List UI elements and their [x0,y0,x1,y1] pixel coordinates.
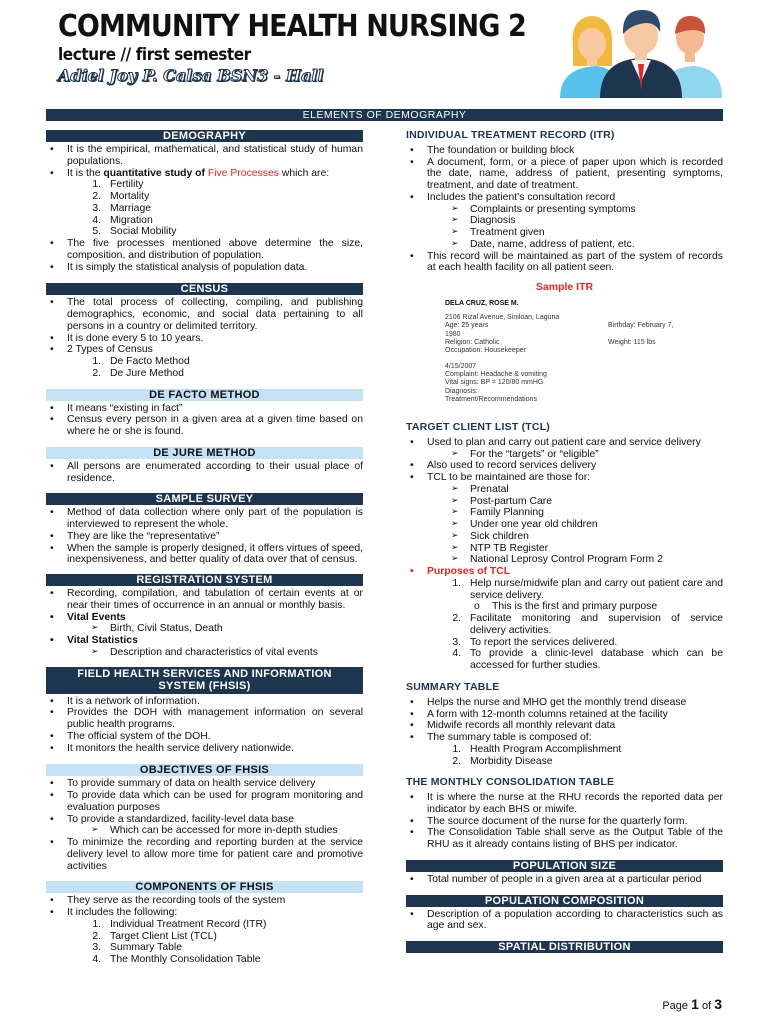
sample-itr-heading: Sample ITR [535,281,594,294]
tcl-heading: TARGET CLIENT LIST (TCL) [406,421,551,434]
sample-survey-heading: SAMPLE SURVEY [46,493,363,505]
demography-heading: DEMOGRAPHY [46,130,363,142]
population-composition-list [406,909,723,933]
list-item: ➢ Which can be accessed for more in-depth studies [89,825,363,837]
itr-heading: INDIVIDUAL TREATMENT RECORD (ITR) [406,129,615,141]
objectives-sub [46,825,363,837]
objectives-list-2 [46,837,363,872]
list-item: ➢ Family Planning [449,507,723,519]
list-item: 2. De Jure Method [92,367,184,379]
list-item: • Total number of people in a given area at a particular period [406,874,723,886]
right-column [406,130,723,955]
item-text: Migration [110,214,153,226]
list-item: • When the sample is properly designed, it offers virtues of speed, inexpensiveness, and better quality of data over that of census. [46,543,363,567]
patient-religion: Religion: Catholic [445,338,500,346]
registration-heading: REGISTRATION SYSTEM [46,574,363,586]
list-item: 2. Morbidity Disease [452,755,553,767]
item-text: Facilitate monitoring and supervision of service delivery activities. [470,613,723,636]
tcl-list-3 [406,566,723,578]
itr-sub-list [406,204,723,251]
item-text: Individual Treatment Record (ITR) [110,918,267,930]
item-text: Target Client List (TCL) [110,930,217,942]
list-item: • Vital Statistics [46,635,363,647]
list-item: 4. To provide a clinic-level database which can be accessed for further studies. [452,648,723,672]
list-item: • Used to plan and carry out patient care and service delivery [406,437,723,449]
census-types-list [46,356,363,380]
list-item: • The Consolidation Table shall serve as the Output Table of the RHU as it already contains listing of BHS per indicator. [406,827,723,851]
list-item: • To provide a standardized, facility-level data base [46,814,363,826]
list-item: • The summary table is composed of: [406,732,723,744]
monthly-list [406,792,723,851]
de-facto-list [46,403,363,438]
item-text: The Monthly Consolidation Table [110,954,261,965]
components-heading: COMPONENTS OF FHSIS [46,881,363,893]
list-item: ➢ Complaints or presenting symptoms [449,204,723,216]
item-text: Morbidity Disease [470,755,553,767]
list-item: • Census every person in a given area at a given time based on where he or she is found. [46,414,363,438]
list-item: 1. Health Program Accomplishment [452,743,622,755]
registration-list-2 [46,635,363,647]
itr-row [445,322,723,330]
tcl-list-2 [406,460,723,484]
list-item: • It includes the following: [46,907,363,919]
list-item: • 2 Types of Census [46,344,363,356]
total-pages: 3 [714,996,722,1012]
population-size-heading: POPULATION SIZE [406,860,723,872]
list-item: 3. Summary Table [92,942,182,954]
itr-list [406,145,723,204]
item-text: Mortality [110,191,150,202]
population-composition-heading: POPULATION COMPOSITION [406,895,723,907]
list-item: • Also used to record services delivery [406,460,723,472]
summary-table-heading: SUMMARY TABLE [406,680,500,693]
list-item: ➢ Prenatal [449,484,723,496]
summary-list [406,697,723,744]
de-jure-heading: DE JURE METHOD [46,447,363,459]
list-item: • The source document of the nurse for the quarterly form. [406,816,723,828]
list-item: • Method of data collection where only part of the population is interviewed to represent the whole. [46,507,363,531]
list-item: • The total process of collecting, compiling, and publishing demographics, economic, and social data pertaining to all persons in a country or delimited territory. [46,297,363,332]
patient-weight: Weight: 115 lbs [608,338,656,346]
census-list [46,297,363,356]
registration-list [46,588,363,623]
item-text: Fertility [110,179,144,191]
list-item: ➢ Treatment given [449,227,723,239]
list-item: • The foundation or building block [406,145,723,157]
list-item: 2. Mortality [92,191,150,202]
list-item: 1. Help nurse/midwife plan and carry out patient care and service delivery. [452,577,723,601]
list-item: • Purposes of TCL [406,566,723,578]
list-item: ➢ Birth, Civil Status, Death [89,623,363,635]
visit-date: 4/15/2007 [445,363,477,371]
list-item: 1. Individual Treatment Record (ITR) [92,918,267,930]
red-text: Five Processes [207,167,279,179]
item-text: Help nurse/midwife plan and carry out patient care and service delivery. [470,577,723,601]
de-jure-list [46,461,363,485]
item-text: This is the first and primary purpose [492,601,658,613]
patient-age: Age: 25 years [445,322,489,330]
itr-row [445,339,723,347]
list-item: ➢ NTP TB Register [449,543,723,555]
list-item: o This is the first and primary purpose [474,601,658,613]
list-item: • This record will be maintained as part of the system of records at each health facility on all patient seen. [406,251,723,275]
list-item: • The five processes mentioned above determine the size, composition, and distribution of population. [46,238,363,262]
item-text: Social Mobility [110,226,177,238]
list-item: • It is the empirical, mathematical, and statistical study of human populations. [46,144,363,168]
population-size-list [406,874,723,886]
patient-address: 2106 Rizal Avenue, Siniloan, Laguna [445,314,560,322]
list-item: ➢ Diagnosis [449,215,723,227]
item-text: Health Program Accomplishment [470,743,622,755]
complaint: Complaint: Headache & vomiting [445,371,547,379]
demography-list [46,144,363,179]
diagnosis: Diagnosis: [445,387,478,395]
list-item: • Provides the DOH with management information on several public health programs. [46,707,363,731]
list-item: • To provide data which can be used for program monitoring and evaluation purposes [46,790,363,814]
list-item: • Includes the patient’s consultation record [406,192,723,204]
list-item: 3. Marriage [92,202,151,214]
item-text: De Facto Method [110,356,190,367]
list-item: • Vital Events [46,612,363,624]
list-item: • They serve as the recording tools of the system [46,895,363,907]
demography-list-2 [46,238,363,273]
item-text: To provide a clinic-level database which can be accessed for further studies. [470,648,723,672]
list-item: 4. The Monthly Consolidation Table [92,954,261,965]
list-item: 3. To report the services delivered. [452,636,618,648]
item-text: Marriage [110,202,151,214]
of-word: of [701,1000,712,1012]
list-item: • To minimize the recording and reporting burden at the service delivery level to allow more time for patient care and promotive activities [46,837,363,872]
components-items [46,919,363,966]
list-item: ➢ Sick children [449,531,723,543]
sample-survey-list [46,507,363,566]
list-item: ➢ Under one year old children [449,519,723,531]
list-item: ➢ For the “targets” or “eligible” [449,449,723,461]
current-page: 1 [691,996,699,1012]
list-item: ➢ Description and characteristics of vital events [89,647,363,659]
census-heading: CENSUS [46,283,363,295]
list-item: 1. Fertility [92,179,144,191]
treatment: Treatment/Recommendations [445,395,537,403]
list-item: 4. Migration [92,214,153,226]
document-title: COMMUNITY HEALTH NURSING 2 [58,9,526,44]
list-item: • Description of a population according to characteristics such as age and sex. [406,909,723,933]
page-number [662,997,722,1013]
text-run: It is the [67,167,104,179]
list-item: • The official system of the DOH. [46,731,363,743]
left-column [46,130,363,966]
list-item: ➢ National Leprosy Control Program Form 2 [449,554,723,566]
main-section-heading: ELEMENTS OF DEMOGRAPHY [46,109,723,121]
list-item: • They are like the “representative” [46,531,363,543]
list-item: • Midwife records all monthly relevant data [406,720,723,732]
patient-occupation: Occupation: Housekeeper [445,346,526,354]
vital-statistics-sub [46,647,363,659]
summary-items [406,744,723,768]
tcl-maintained-list [406,484,723,566]
list-item: 2. Facilitate monitoring and supervision of service delivery activities. [452,613,723,636]
list-item: 1. De Facto Method [92,356,190,367]
heading-line: FIELD HEALTH SERVICES AND INFORMATION [77,667,332,680]
de-facto-heading: DE FACTO METHOD [46,389,363,401]
patient-birthday: Birthday: February 7, [608,322,674,330]
bold-text: quantitative study of [103,167,208,179]
list-item [46,168,363,180]
text-run: which are: [278,167,330,179]
objectives-list [46,778,363,825]
list-item: • To provide summary of data on health service delivery [46,778,363,790]
item-text: To report the services delivered. [470,636,618,648]
author-line: Adiel Joy P. Calsa BSN3 - Hall [58,66,324,85]
list-item: • It means “existing in fact” [46,403,363,415]
fhsis-list [46,696,363,755]
document-subtitle: lecture // first semester [58,45,251,65]
people-illustration [556,6,726,98]
list-item: • Recording, compilation, and tabulation of certain events at or near their times of occurrence in an annual or monthly basis. [46,588,363,612]
vital-events-sub [46,623,363,635]
tcl-sub [406,449,723,461]
list-item: ➢ Post-partum Care [449,496,723,508]
patient-birth-year: 1980 [445,330,461,338]
page-word: Page [662,1000,689,1012]
list-item: • It is done every 5 to 10 years. [46,333,363,345]
heading-line: SYSTEM (FHSIS) [158,680,251,692]
list-item: • Helps the nurse and MHO get the monthly trend disease [406,697,723,709]
tcl-purposes-list [406,578,723,672]
list-item: • A document, form, or a piece of paper upon which is recorded the date, name, address of patient, presenting symptoms, treatment, and date of treatment. [406,157,723,192]
list-item: • A form with 12-month columns retained at the facility [406,709,723,721]
patient-name: DELA CRUZ, ROSE M. [445,299,519,307]
fhsis-heading [46,667,363,694]
list-item: • It is where the nurse at the RHU records the reported data per indicator by each BHS or miwife. [406,792,723,816]
sample-itr-form [406,300,723,404]
list-item: • It monitors the health service delivery nationwide. [46,743,363,755]
components-list [46,895,363,919]
objectives-heading: OBJECTIVES OF FHSIS [46,764,363,776]
monthly-consolidation-heading: THE MONTHLY CONSOLIDATION TABLE [406,776,615,789]
itr-list-2 [406,251,723,275]
list-item: • All persons are enumerated according to their usual place of residence. [46,461,363,485]
vital-signs: Vital signs: BP = 120/80 mmHG [445,379,544,387]
tcl-list [406,437,723,449]
list-item: • It is a network of information. [46,696,363,708]
five-processes-list [46,179,363,238]
item-text: De Jure Method [110,367,184,379]
item-text: Summary Table [110,942,182,954]
list-item: 2. Target Client List (TCL) [92,930,217,942]
list-item: ➢ Date, name, address of patient, etc. [449,239,723,251]
list-item: • It is simply the statistical analysis of population data. [46,262,363,274]
list-item: • TCL to be maintained are those for: [406,472,723,484]
list-item: 5. Social Mobility [92,226,177,238]
spatial-distribution-heading: SPATIAL DISTRIBUTION [406,941,723,953]
